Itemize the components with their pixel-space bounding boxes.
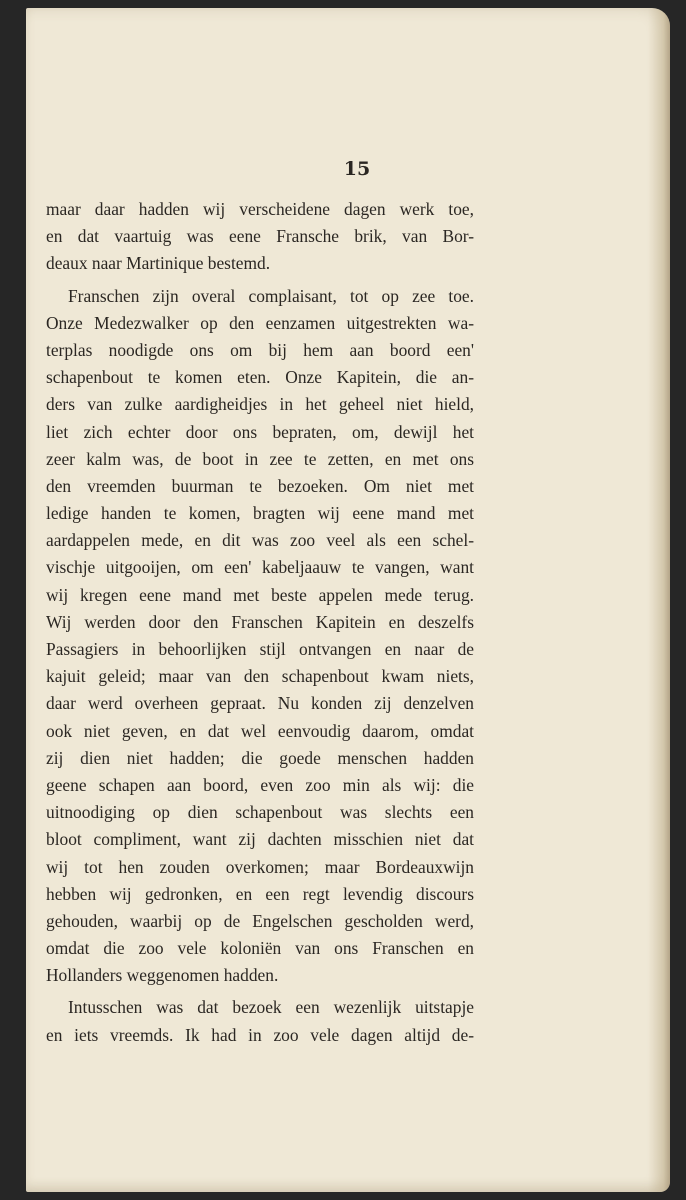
text-line: geene schapen aan boord, even zoo min als wij: die bbox=[46, 774, 474, 795]
text-line: hebben wij gedronken, en een regt levendig discours bbox=[46, 883, 474, 904]
text-line: en dat vaartuig was eene Fransche brik, van Bor- bbox=[46, 226, 474, 247]
text-line: Wij werden door den Franschen Kapitein en deszelfs bbox=[46, 611, 474, 632]
text-line: zeer kalm was, de boot in zee te zetten, en met ons bbox=[46, 448, 474, 469]
text-line: Franschen zijn overal complaisant, tot op zee toe. bbox=[68, 285, 474, 306]
text-line: omdat die zoo vele koloniën van ons Franschen en bbox=[46, 938, 474, 959]
text-line: kajuit geleid; maar van den schapenbout kwam niets, bbox=[46, 666, 474, 687]
text-line: maar daar hadden wij verscheidene dagen werk toe, bbox=[46, 199, 474, 219]
book-page bbox=[26, 8, 670, 1192]
text-line: deaux naar Martinique bestemd. bbox=[46, 253, 271, 274]
text-line: liet zich echter door ons bepraten, om, dewijl het bbox=[46, 421, 474, 442]
text-line: Hollanders weggenomen hadden. bbox=[46, 965, 279, 986]
text-line: en iets vreemds. Ik had in zoo vele dagen altijd de- bbox=[46, 1024, 474, 1045]
text-line: terplas noodigde ons om bij hem aan boord een' bbox=[46, 339, 474, 360]
text-line: ders van zulke aardigheidjes in het geheel niet hield, bbox=[46, 394, 474, 415]
text-line: uitnoodiging op dien schapenbout was slechts een bbox=[46, 802, 474, 823]
page-edge-shadow bbox=[648, 8, 670, 1192]
text-line: schapenbout te komen eten. Onze Kapitein, die an- bbox=[46, 367, 474, 388]
text-line: den vreemden buurman te bezoeken. Om niet met bbox=[46, 475, 474, 496]
body-text bbox=[46, 196, 474, 1049]
text-line: aardappelen mede, en dit was zoo veel als een schel- bbox=[46, 530, 474, 551]
text-line: daar werd overheen gepraat. Nu konden zij denzelven bbox=[46, 693, 474, 714]
text-line: wij kregen eene mand met beste appelen mede terug. bbox=[46, 584, 474, 605]
text-line: vischje uitgooijen, om een' kabeljaauw te vangen, want bbox=[46, 557, 474, 578]
text-line: bloot compliment, want zij dachten misschien niet dat bbox=[46, 829, 474, 850]
text-line: ook niet geven, en dat wel eenvoudig daarom, omdat bbox=[46, 720, 474, 741]
text-line: Onze Medezwalker op den eenzamen uitgestrekten wa- bbox=[46, 312, 474, 333]
text-line: Passagiers in behoorlijken stijl ontvangen en naar de bbox=[46, 639, 474, 659]
text-line: gehouden, waarbij op de Engelschen gescholden werd, bbox=[46, 910, 474, 931]
text-line: Intusschen was dat bezoek een wezenlijk uitstapje bbox=[68, 997, 474, 1018]
text-line: ledige handen te komen, bragten wij eene mand met bbox=[46, 503, 474, 524]
text-line: zij dien niet hadden; die goede menschen hadden bbox=[46, 747, 474, 768]
text-line: wij tot hen zouden overkomen; maar Bordeauxwijn bbox=[46, 856, 474, 877]
page-number: 15 bbox=[343, 158, 371, 180]
